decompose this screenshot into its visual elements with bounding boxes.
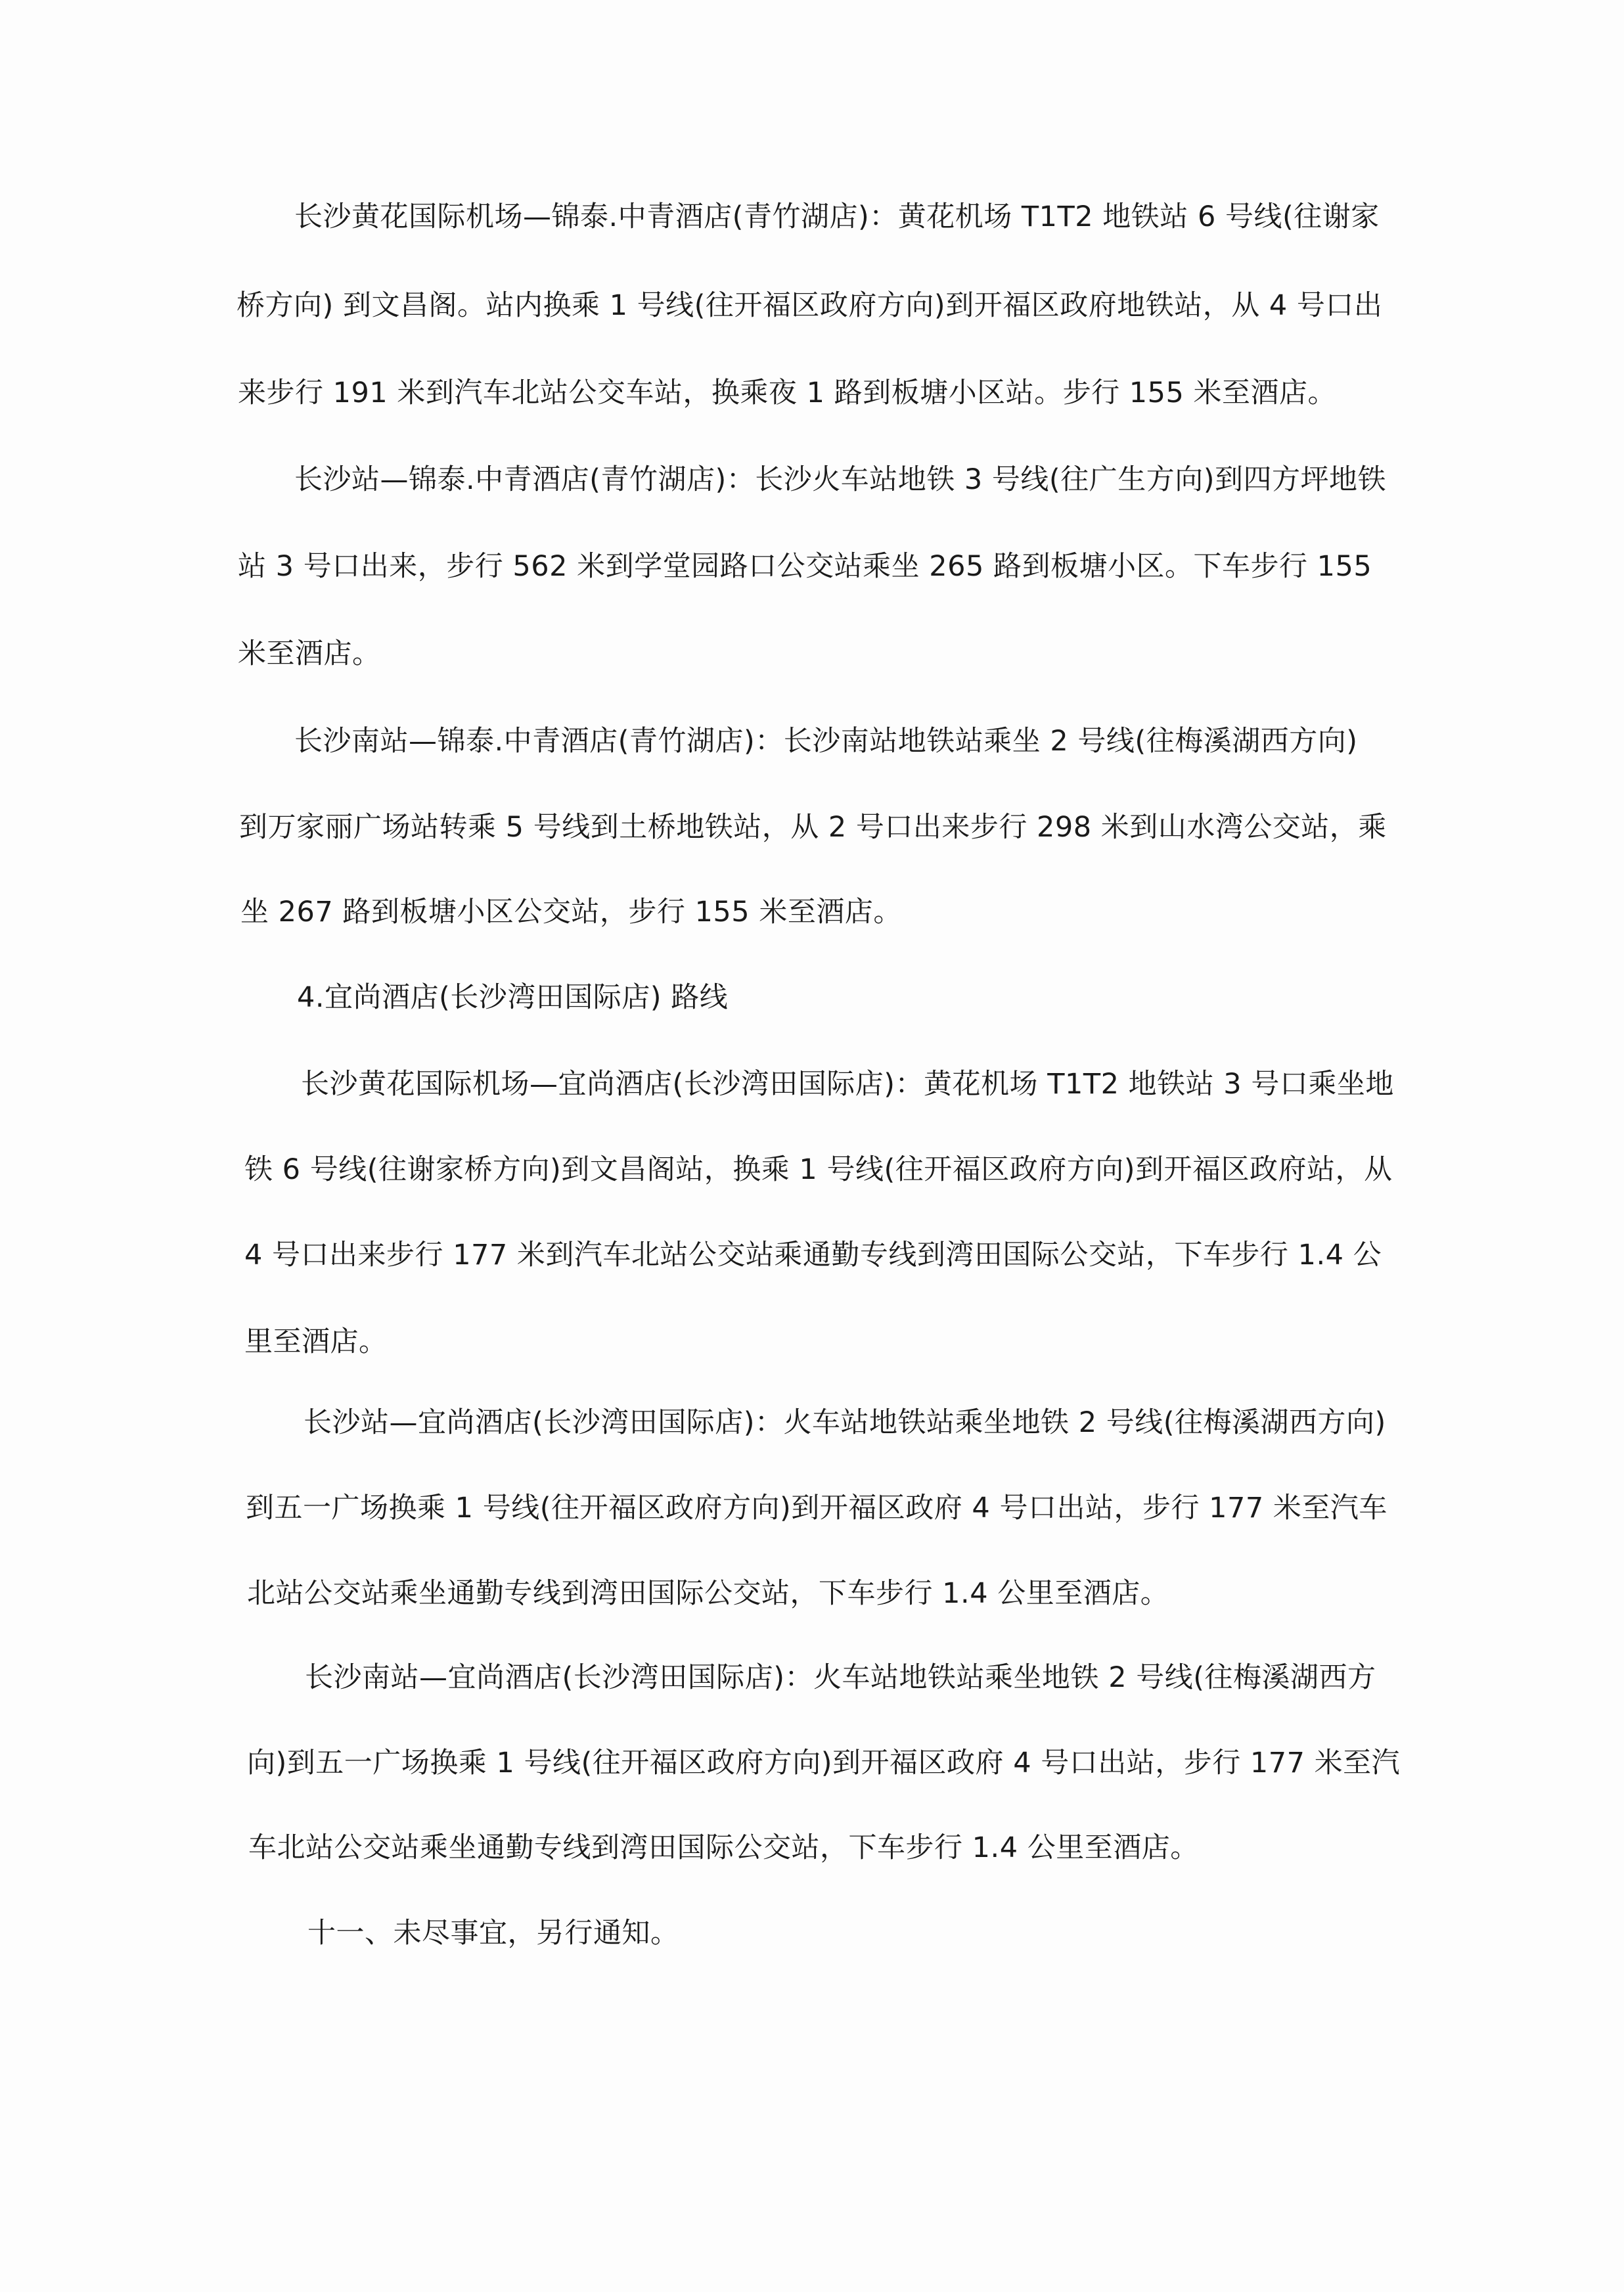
text-line: 到五一广场换乘 1 号线(往开福区政府方向)到开福区政府 4 号口出站，步行 177 米至汽车 [246,1492,1387,1524]
text-line: 4 号口出来步行 177 米到汽车北站公交站乘通勤专线到湾田国际公交站，下车步行 1.4 公 [244,1239,1382,1272]
section-heading: 4.宜尚酒店(长沙湾田国际店) 路线 [297,981,729,1014]
text-line: 长沙南站—宜尚酒店(长沙湾田国际店)：火车站地铁站乘坐地铁 2 号线(往梅溪湖西方 [305,1661,1376,1694]
text-line: 长沙黄花国际机场—宜尚酒店(长沙湾田国际店)：黄花机场 T1T2 地铁站 3 号口乘坐地 [301,1068,1394,1101]
text-line: 北站公交站乘坐通勤专线到湾田国际公交站，下车步行 1.4 公里至酒店。 [247,1577,1169,1610]
text-line: 到万家丽广场站转乘 5 号线到土桥地铁站，从 2 号口出来步行 298 米到山水湾公交站，乘 [239,811,1387,844]
text-line: 长沙黄花国际机场—锦泰.中青酒店(青竹湖店)：黄花机场 T1T2 地铁站 6 号线(往谢家 [294,200,1380,233]
text-line: 里至酒店。 [244,1325,388,1358]
text-line: 米至酒店。 [238,637,381,670]
text-line: 桥方向) 到文昌阁。站内换乘 1 号线(往开福区政府方向)到开福区政府地铁站，从 4 号口出 [237,289,1383,322]
text-line: 铁 6 号线(往谢家桥方向)到文昌阁站，换乘 1 号线(往开福区政府方向)到开福区政府站，从 [244,1153,1393,1186]
text-line: 站 3 号口出来，步行 562 米到学堂园路口公交站乘坐 265 路到板塘小区。下车步行 155 [238,550,1372,583]
text-line: 坐 267 路到板塘小区公交站，步行 155 米至酒店。 [240,896,902,928]
text-line: 长沙站—锦泰.中青酒店(青竹湖店)：长沙火车站地铁 3 号线(往广生方向)到四方坪地铁 [294,463,1386,496]
text-line: 长沙南站—锦泰.中青酒店(青竹湖店)：长沙南站地铁站乘坐 2 号线(往梅溪湖西方向) [294,725,1358,758]
closing-line: 十一、未尽事宜，另行通知。 [307,1917,679,1950]
text-line: 向)到五一广场换乘 1 号线(往开福区政府方向)到开福区政府 4 号口出站，步行 177 米至汽 [247,1747,1401,1779]
text-line: 长沙站—宜尚酒店(长沙湾田国际店)：火车站地铁站乘坐地铁 2 号线(往梅溪湖西方向) [304,1406,1386,1439]
text-line: 来步行 191 米到汽车北站公交车站，换乘夜 1 路到板塘小区站。步行 155 米至酒店。 [238,377,1337,409]
text-line: 车北站公交站乘坐通勤专线到湾田国际公交站，下车步行 1.4 公里至酒店。 [248,1831,1199,1864]
